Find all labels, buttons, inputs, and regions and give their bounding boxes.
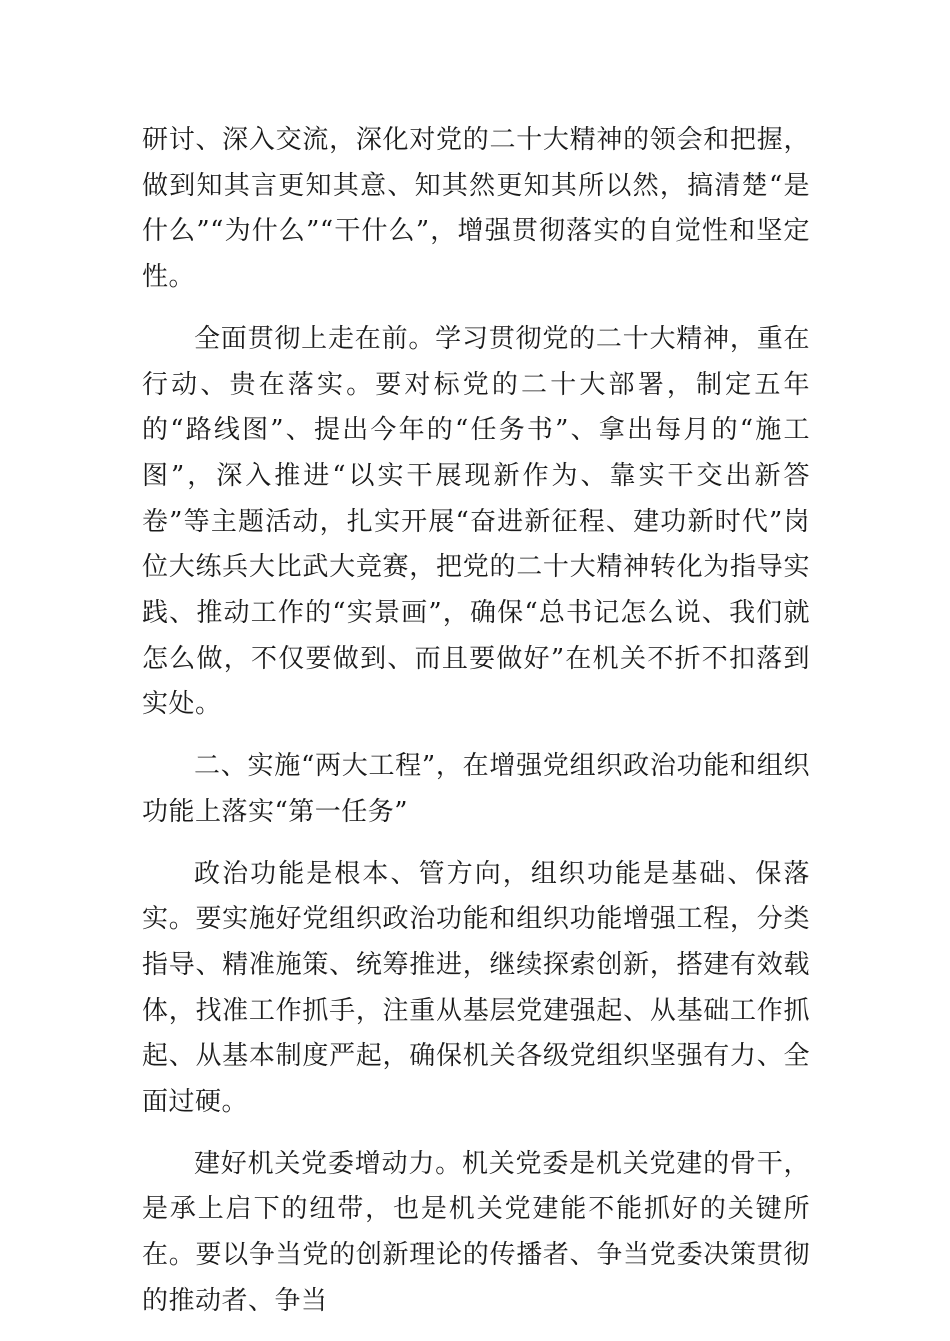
paragraph-continued: 研讨、深入交流，深化对党的二十大精神的领会和把握，做到知其言更知其意、知其然更知其所以然，搞清楚“是什么”“为什么”“干什么”，增强贯彻落实的自觉性和坚定性。 xyxy=(142,125,810,293)
paragraph-party-committee: 建好机关党委增动力。机关党委是机关党建的骨干，是承上启下的纽带，也是机关党建能不能抓好的关键所在。要以争当党的创新理论的传播者、争当党委决策贯彻的推动者、争当 xyxy=(142,1148,810,1316)
paragraph-implement-first: 全面贯彻上走在前。学习贯彻党的二十大精神，重在行动、贵在落实。要对标党的二十大部署，制定五年的“路线图”、提出今年的“任务书”、拿出每月的“施工图”，深入推进“以实干展现新作为、靠实干交出新答卷”等主题活动，扎实开展“奋进新征程、建功新时代”岗位大练兵大比武大竞赛，把党的二十大精神转化为指导实践、推动工作的“实景画”，确保“总书记怎么说、我们就怎么做，不仅要做到、而且要做好”在机关不折不扣落到实处。 xyxy=(142,323,810,720)
section-heading-two: 二、实施“两大工程”，在增强党组织政治功能和组织功能上落实“第一任务” xyxy=(142,751,810,827)
paragraph-political-function: 政治功能是根本、管方向，组织功能是基础、保落实。要实施好党组织政治功能和组织功能增强工程，分类指导、精准施策、统筹推进，继续探索创新，搭建有效载体，找准工作抓手，注重从基层党建强起、从基础工作抓起、从基本制度严起，确保机关各级党组织坚强有力、全面过硬。 xyxy=(142,858,810,1118)
document-body xyxy=(142,118,810,1341)
